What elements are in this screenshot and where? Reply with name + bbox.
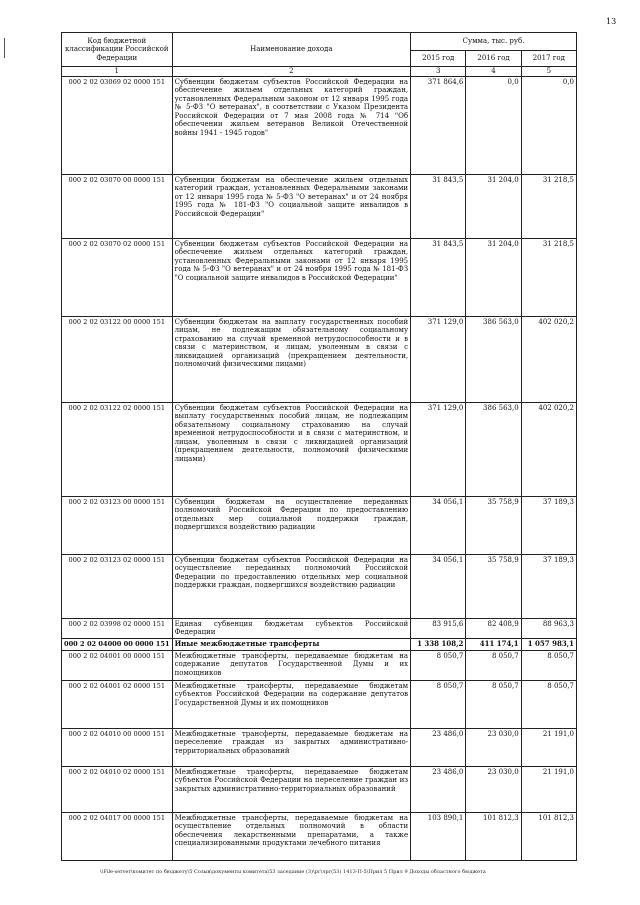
table-row xyxy=(62,554,577,618)
table-row xyxy=(62,76,577,174)
row-2017: 1 057 983,1 xyxy=(521,638,576,650)
row-code: 000 2 02 03069 02 0000 151 xyxy=(62,76,173,174)
column-number: 2 xyxy=(172,67,411,77)
row-name: Иные межбюджетные трансферты xyxy=(172,638,411,650)
table-row xyxy=(62,728,577,766)
row-2016: 8 050,7 xyxy=(466,650,521,680)
row-code: 000 2 02 04000 00 0000 151 xyxy=(62,638,173,650)
row-2017: 402 020,2 xyxy=(521,316,576,402)
row-2016: 23 030,0 xyxy=(466,766,521,812)
row-2017: 8 050,7 xyxy=(521,650,576,680)
row-2016: 8 050,7 xyxy=(466,680,521,728)
table-row xyxy=(62,650,577,680)
page-number: 13 xyxy=(606,17,617,26)
row-2015: 83 915,6 xyxy=(411,618,466,638)
row-2015: 371 129,0 xyxy=(411,402,466,496)
row-2015: 23 486,0 xyxy=(411,728,466,766)
row-name: Субвенции бюджетам субъектов Российской Федерации на обеспечение жильем отдельных категорий граждан, установленных Федеральными законами от 12 января 1995 года № 5-ФЗ "О ветеранах" и от 24 ноября 1995 года № 181-ФЗ "О социальной защите инвалидов в Российской Федерации" xyxy=(172,238,411,316)
row-2016: 386 563,0 xyxy=(466,316,521,402)
table-row xyxy=(62,766,577,812)
binding-mark xyxy=(4,38,5,58)
row-2016: 31 204,0 xyxy=(466,238,521,316)
row-code: 000 2 02 03070 00 0000 151 xyxy=(62,174,173,238)
row-2017: 8 050,7 xyxy=(521,680,576,728)
row-2016: 0,0 xyxy=(466,76,521,174)
row-code: 000 2 02 03122 02 0000 151 xyxy=(62,402,173,496)
row-name: Субвенции бюджетам субъектов Российской Федерации на обеспечение жильем отдельных категорий граждан, установленных Федеральным законом от 12 января 1995 года № 5-ФЗ "О ветеранах", в соответствии с Указом Президента Российской Федерации от 7 мая 2008 года № 714 "Об обеспечении жильем ветеранов Великой Отечественной войны 1941 - 1945 годов" xyxy=(172,76,411,174)
row-2017: 101 812,3 xyxy=(521,812,576,860)
row-code: 000 2 02 04010 00 0000 151 xyxy=(62,728,173,766)
row-name: Субвенции бюджетам субъектов Российской Федерации на осуществление переданных полномочий Российской Федерации по предоставлению отдельных мер социальной поддержки граждан, подвергшихся воздействию радиации xyxy=(172,554,411,618)
row-2017: 31 218,5 xyxy=(521,238,576,316)
row-name: Единая субвенция бюджетам субъектов Российской Федерации xyxy=(172,618,411,638)
row-2015: 31 843,5 xyxy=(411,238,466,316)
header-name: Наименование дохода xyxy=(172,33,411,67)
row-2015: 103 890,1 xyxy=(411,812,466,860)
row-2015: 31 843,5 xyxy=(411,174,466,238)
row-2017: 402 020,2 xyxy=(521,402,576,496)
row-2017: 37 189,3 xyxy=(521,554,576,618)
row-name: Субвенции бюджетам субъектов Российской Федерации на выплату государственных пособий лицам, не подлежащим обязательному социальному страхованию на случай временной нетрудоспособности и в связи с материнством, и лицам, уволенным в связи с ликвидацией организаций (прекращением деятельности, полномочий физическими лицами) xyxy=(172,402,411,496)
table-row xyxy=(62,812,577,860)
header-2016: 2016 год xyxy=(466,51,521,67)
row-name: Межбюджетные трансферты, передаваемые бюджетам субъектов Российской Федерации на содержание депутатов Государственной Думы и их помощников xyxy=(172,680,411,728)
row-code: 000 2 02 04001 02 0000 151 xyxy=(62,680,173,728)
table-row xyxy=(62,638,577,650)
row-2016: 35 758,9 xyxy=(466,554,521,618)
header-code: Код бюджетной классификации Российской Федерации xyxy=(62,33,173,67)
row-2016: 386 563,0 xyxy=(466,402,521,496)
header-sum-group: Сумма, тыс. руб. xyxy=(411,33,577,51)
table-row xyxy=(62,680,577,728)
row-2016: 31 204,0 xyxy=(466,174,521,238)
row-2016: 101 812,3 xyxy=(466,812,521,860)
table-row xyxy=(62,238,577,316)
row-2015: 371 129,0 xyxy=(411,316,466,402)
row-2017: 31 218,5 xyxy=(521,174,576,238)
column-number: 5 xyxy=(521,67,576,77)
row-name: Межбюджетные трансферты, передаваемые бюджетам на содержание депутатов Государственной Думы и их помощников xyxy=(172,650,411,680)
row-name: Межбюджетные трансферты, передаваемые бюджетам субъектов Российской Федерации на переселение граждан из закрытых административно-территориальных образований xyxy=(172,766,411,812)
row-2015: 34 056,1 xyxy=(411,496,466,554)
column-number: 4 xyxy=(466,67,521,77)
row-2015: 34 056,1 xyxy=(411,554,466,618)
row-code: 000 2 02 03070 02 0000 151 xyxy=(62,238,173,316)
row-name: Субвенции бюджетам на выплату государственных пособий лицам, не подлежащим обязательному социальному страхованию на случай временной нетрудоспособности и в связи с материнством, и лицам, уволенным в связи с ликвидацией организаций (прекращением деятельности, полномочий физическими лицами) xyxy=(172,316,411,402)
row-name: Межбюджетные трансферты, передаваемые бюджетам на переселение граждан из закрытых административно-территориальных образований xyxy=(172,728,411,766)
row-2016: 82 408,9 xyxy=(466,618,521,638)
row-2017: 37 189,3 xyxy=(521,496,576,554)
header-2015: 2015 год xyxy=(411,51,466,67)
row-2016: 411 174,1 xyxy=(466,638,521,650)
column-number: 1 xyxy=(62,67,173,77)
row-code: 000 2 02 04001 00 0000 151 xyxy=(62,650,173,680)
row-2015: 23 486,0 xyxy=(411,766,466,812)
row-code: 000 2 02 04010 02 0000 151 xyxy=(62,766,173,812)
row-2017: 88 963,3 xyxy=(521,618,576,638)
column-number: 3 xyxy=(411,67,466,77)
row-2016: 35 758,9 xyxy=(466,496,521,554)
revenue-table xyxy=(61,32,577,861)
row-2016: 23 030,0 xyxy=(466,728,521,766)
table-row xyxy=(62,496,577,554)
row-code: 000 2 02 03122 00 0000 151 xyxy=(62,316,173,402)
row-2015: 1 338 108,2 xyxy=(411,638,466,650)
row-2015: 8 050,7 xyxy=(411,650,466,680)
row-2017: 21 191,0 xyxy=(521,766,576,812)
row-code: 000 2 02 03998 02 0000 151 xyxy=(62,618,173,638)
row-code: 000 2 02 04017 00 0000 151 xyxy=(62,812,173,860)
row-name: Субвенции бюджетам на обеспечение жильем отдельных категорий граждан, установленных Федеральными законами от 12 января 1995 года № 5-ФЗ "О ветеранах" и от 24 ноября 1995 года № 181-ФЗ "О социальной защите инвалидов в Российской Федерации" xyxy=(172,174,411,238)
table-row xyxy=(62,402,577,496)
file-path-footer: \\File-server\комитет по бюджету\5 Созыв\документы комитета\53 заседание (3)\рг\лрг(53) 1413-П-5\Прил 5 Прил 9 Доходы областного бюджета xyxy=(100,869,486,875)
row-2015: 371 864,6 xyxy=(411,76,466,174)
table-row xyxy=(62,316,577,402)
table-row xyxy=(62,174,577,238)
header-2017: 2017 год xyxy=(521,51,576,67)
table-row xyxy=(62,618,577,638)
row-2017: 0,0 xyxy=(521,76,576,174)
row-name: Субвенции бюджетам на осуществление переданных полномочий Российской Федерации по предоставлению отдельных мер социальной поддержки граждан, подвергшихся воздействию радиации xyxy=(172,496,411,554)
row-2017: 21 191,0 xyxy=(521,728,576,766)
row-code: 000 2 02 03123 00 0000 151 xyxy=(62,496,173,554)
row-2015: 8 050,7 xyxy=(411,680,466,728)
row-name: Межбюджетные трансферты, передаваемые бюджетам на осуществление отдельных полномочий в области обеспечения лекарственными препаратами, а также специализированными продуктами лечебного питания xyxy=(172,812,411,860)
row-code: 000 2 02 03123 02 0000 151 xyxy=(62,554,173,618)
